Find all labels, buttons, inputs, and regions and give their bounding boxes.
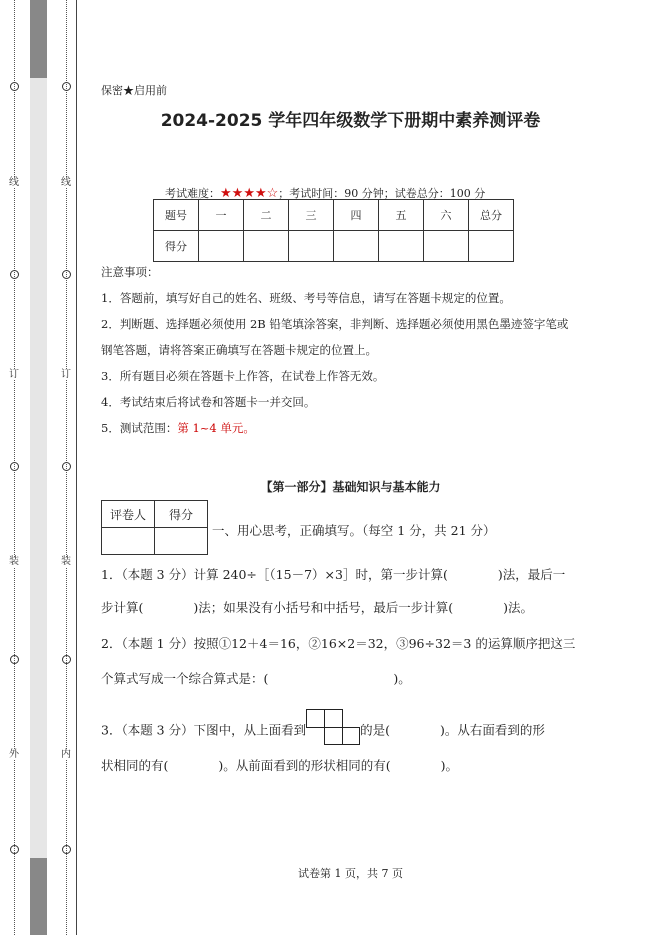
gutter-top-bar [30, 0, 47, 78]
score-table-header-cell: 三 [289, 200, 334, 231]
gutter-inner-label: 装 [61, 556, 71, 567]
note-item: 3．所有题目必须在答题卡上作答，在试卷上作答无效。 [101, 369, 385, 383]
gutter-mid-band [30, 78, 47, 858]
score-table-header-cell: 六 [424, 200, 469, 231]
cube-view-figure [306, 709, 360, 745]
page-footer: 试卷第 1 页，共 7 页 [298, 867, 403, 880]
gutter-circle [62, 270, 71, 279]
score-cell [379, 231, 424, 262]
question-2-line-2: 个算式写成一个综合算式是：( )。 [101, 671, 411, 686]
gutter-circle [62, 655, 71, 664]
score-table-header-cell: 一 [199, 200, 244, 231]
score-label: 得分 [155, 501, 208, 528]
score-table-header-cell: 题号 [154, 200, 199, 231]
score-table [153, 199, 514, 262]
grader-table [101, 500, 208, 555]
grader-cell [102, 528, 155, 555]
note-item: 1．答题前，填写好自己的姓名、班级、考号等信息，请写在答题卡规定的位置。 [101, 291, 511, 305]
question-3-text-b: 的是( )。从右面看到的形 [360, 722, 545, 738]
gutter-outer-label: 订 [9, 369, 19, 380]
star-empty-icon: ☆ [266, 186, 279, 201]
question-1-line-2: 步计算( )法；如果没有小括号和中括号，最后一步计算( )法。 [101, 600, 534, 615]
range-value: 第 1~4 单元。 [177, 421, 255, 435]
note-item: 2．判断题、选择题必须使用 2B 铅笔填涂答案，非判断、选择题必须使用黑色墨迹签字笔或 [101, 317, 569, 331]
gutter-circle [62, 462, 71, 471]
difficulty-label: 考试难度： [165, 187, 220, 200]
score-table-header-cell: 四 [334, 200, 379, 231]
page-title: 2024-2025 学年四年级数学下册期中素养测评卷 [160, 111, 541, 131]
score-cell [424, 231, 469, 262]
gutter-inner-label: 订 [61, 369, 71, 380]
gutter-circle [10, 82, 19, 91]
score-table-header-cell: 总分 [469, 200, 514, 231]
gutter-outer-label: 装 [9, 556, 19, 567]
notes-heading: 注意事项： [101, 265, 159, 279]
score-cell [334, 231, 379, 262]
gutter-circle [10, 845, 19, 854]
page-border-line [76, 0, 77, 935]
star-filled-icon: ★ [220, 186, 232, 201]
gutter-circle [10, 270, 19, 279]
gutter-inner-label: 内 [61, 749, 71, 760]
score-table-score-row [154, 231, 514, 262]
gutter-circle [10, 462, 19, 471]
range-prefix: 5．测试范围： [101, 421, 178, 435]
score-cell [244, 231, 289, 262]
question-3-line-2: 状相同的有( )。从前面看到的形状相同的有( )。 [101, 758, 459, 773]
score-cell [199, 231, 244, 262]
time-score-info: ；考试时间：90 分钟；试卷总分：100 分 [278, 187, 486, 200]
question-2-line-1: 2．（本题 1 分）按照①12＋4＝16，②16×2＝32，③96÷32＝3 的运算顺序把这三 [101, 636, 576, 651]
score-table-header-row [154, 200, 514, 231]
score-cell [469, 231, 514, 262]
score-cell [289, 231, 334, 262]
score-cell [155, 528, 208, 555]
star-filled-icon: ★ [231, 186, 244, 201]
question-3-text-a: 3．（本题 3 分）下图中，从上面看到 [101, 722, 307, 738]
note-item: 钢笔答题，请将答案正确填写在答题卡规定的位置上。 [101, 343, 377, 357]
score-table-header-cell: 五 [379, 200, 424, 231]
part1-title: 【第一部分】基础知识与基本能力 [260, 480, 441, 494]
score-table-header-cell: 二 [244, 200, 289, 231]
score-table-row-label: 得分 [154, 231, 199, 262]
question-1-line-1: 1．（本题 3 分）计算 240÷［（15－7）×3］时，第一步计算( )法，最后一 [101, 567, 566, 582]
gutter-circle [10, 655, 19, 664]
section-heading: 一、用心思考，正确填写。（每空 1 分，共 21 分） [212, 523, 496, 538]
gutter-circle [62, 82, 71, 91]
gutter-outer-label: 外 [9, 749, 19, 760]
confidential-mark: 保密★启用前 [101, 84, 167, 97]
note-item: 4．考试结束后将试卷和答题卡一并交回。 [101, 395, 316, 409]
question-3-line-1 [101, 713, 545, 749]
star-filled-icon: ★ [243, 186, 255, 201]
grader-label: 评卷人 [102, 501, 155, 528]
gutter-outer-label: 线 [9, 177, 19, 188]
note-item-range [101, 421, 255, 435]
gutter-circle [62, 845, 71, 854]
gutter-inner-label: 线 [61, 177, 71, 188]
star-filled-icon: ★ [254, 186, 267, 201]
